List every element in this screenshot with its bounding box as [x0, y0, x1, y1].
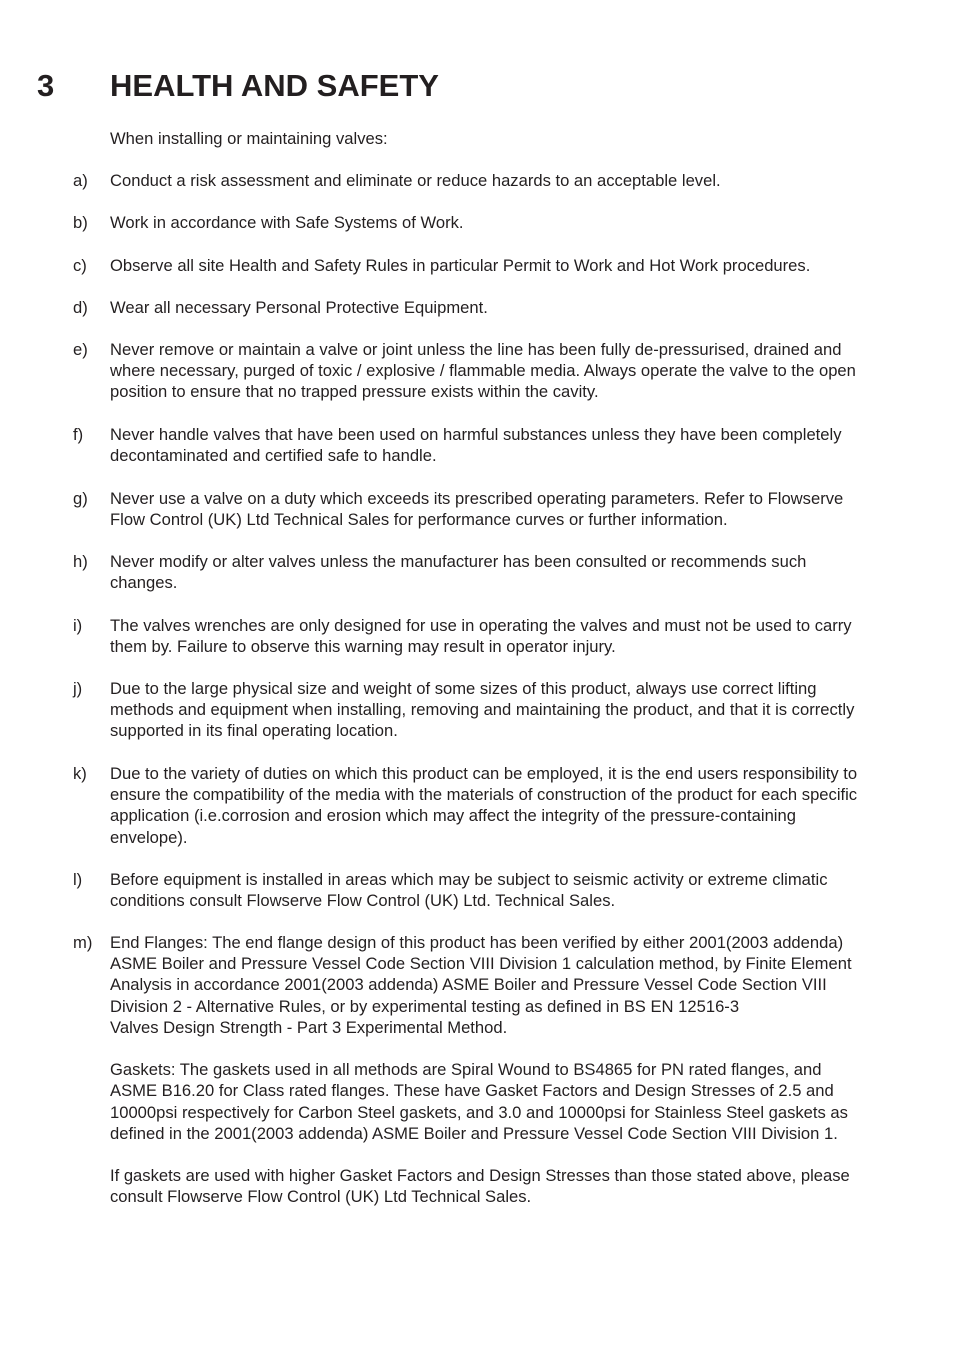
list-item-marker: c)	[73, 256, 87, 275]
text-line: Never modify or alter valves unless the manufacturer has been consulted or recommends such	[110, 552, 807, 571]
text-line: If gaskets are used with higher Gasket Factors and Design Stresses than those stated above, please	[110, 1166, 850, 1186]
text-line: End Flanges: The end flange design of this product has been verified by either 2001(2003 addenda)	[110, 933, 844, 952]
text-line: Never handle valves that have been used on harmful substances unless they have been completely	[110, 425, 842, 444]
text-line: Never remove or maintain a valve or joint unless the line has been fully de-pressurised, drained and	[110, 340, 842, 359]
text-line: 10000psi respectively for Carbon Steel gaskets, and 3.0 and 10000psi for Stainless Steel gaskets as	[110, 1102, 848, 1122]
section-heading	[37, 64, 917, 108]
list-item-body	[110, 763, 918, 848]
text-line: Before equipment is installed in areas which may be subject to seismic activity or extreme climatic	[110, 870, 828, 889]
text-line: application (i.e.corrosion and erosion which may affect the integrity of the pressure-containing	[110, 806, 796, 826]
list-item-paragraph	[110, 551, 918, 593]
list-item-body	[110, 551, 918, 593]
intro-text: When installing or maintaining valves:	[110, 129, 388, 148]
list-item-marker: d)	[73, 298, 88, 317]
text-line: consult Flowserve Flow Control (UK) Ltd Technical Sales.	[110, 1187, 532, 1207]
list-item-marker: k)	[73, 764, 87, 783]
list-item-paragraph	[110, 1059, 918, 1144]
text-line: Gaskets: The gaskets used in all methods are Spiral Wound to BS4865 for PN rated flanges, and	[110, 1060, 822, 1080]
text-line: Never use a valve on a duty which exceeds its prescribed operating parameters. Refer to Flowserve	[110, 489, 844, 508]
list-item-body	[110, 424, 918, 466]
list-item-marker: h)	[73, 552, 88, 571]
text-line: position to ensure that no trapped pressure exists within the cavity.	[110, 382, 599, 402]
text-line: ensure the compatibility of the media with the materials of construction of the product for each specific	[110, 785, 858, 805]
list-item-marker: g)	[73, 489, 88, 508]
text-line: ASME B16.20 for Class rated flanges. These have Gasket Factors and Design Stresses of 2.5 and	[110, 1081, 834, 1101]
list-item-body	[110, 339, 918, 403]
text-line: Division 2 - Alternative Rules, or by experimental testing as defined in BS EN 12516-3	[110, 996, 740, 1016]
list-item-paragraph	[110, 255, 918, 276]
list-item-body	[110, 869, 918, 911]
list-item-paragraph	[110, 170, 918, 191]
list-item-paragraph	[110, 488, 918, 530]
text-line: Due to the large physical size and weight of some sizes of this product, always use correct lifting	[110, 679, 817, 698]
text-line: decontaminated and certified safe to handle.	[110, 446, 437, 466]
list-item-body	[110, 297, 918, 318]
text-line: changes.	[110, 573, 178, 593]
list-item-body	[110, 488, 918, 530]
list-item-paragraph	[110, 932, 918, 1038]
list-item-body	[110, 212, 918, 233]
list-item-paragraph	[110, 869, 918, 911]
text-line: Flow Control (UK) Ltd Technical Sales for performance curves or further information.	[110, 510, 728, 530]
list-item-paragraph	[110, 678, 918, 742]
text-line: The valves wrenches are only designed for use in operating the valves and must not be used to carry	[110, 616, 852, 635]
list-item-marker: f)	[73, 425, 84, 444]
list-item-body	[110, 615, 918, 657]
text-line: defined in the 2001(2003 addenda) ASME Boiler and Pressure Vessel Code Section VIII Division 1.	[110, 1123, 838, 1143]
list-item-marker: a)	[73, 171, 88, 190]
section-title: HEALTH AND SAFETY	[110, 68, 439, 103]
list-item-paragraph	[110, 763, 918, 848]
list-item-paragraph	[110, 615, 918, 657]
list-item-marker: i)	[73, 616, 83, 635]
text-line: Wear all necessary Personal Protective Equipment.	[110, 298, 488, 317]
list-item-paragraph	[110, 297, 918, 318]
list-item-paragraph	[110, 1165, 918, 1207]
text-line: conditions consult Flowserve Flow Control (UK) Ltd. Technical Sales.	[110, 891, 616, 911]
text-line: ASME Boiler and Pressure Vessel Code Section VIII Division 1 calculation method, by Finite Element	[110, 954, 852, 974]
text-line: Due to the variety of duties on which this product can be employed, it is the end users responsibility to	[110, 764, 858, 783]
list-item-paragraph	[110, 339, 918, 403]
text-line: them by. Failure to observe this warning may result in operator injury.	[110, 637, 616, 657]
text-line: envelope).	[110, 827, 188, 847]
list-item-marker: j)	[73, 679, 83, 698]
text-line: Work in accordance with Safe Systems of Work.	[110, 213, 464, 232]
list-item-paragraph	[110, 424, 918, 466]
section-number: 3	[37, 68, 55, 103]
list-item-marker: e)	[73, 340, 88, 359]
list-item-body	[110, 932, 918, 1208]
text-line: supported in its final operating location.	[110, 721, 398, 741]
text-line: Valves Design Strength - Part 3 Experimental Method.	[110, 1017, 508, 1037]
list-item-body	[110, 170, 918, 191]
text-line: Conduct a risk assessment and eliminate or reduce hazards to an acceptable level.	[110, 171, 721, 190]
list-item-body	[110, 255, 918, 276]
text-line: where necessary, purged of toxic / explosive / flammable media. Always operate the valve to the open	[110, 361, 856, 381]
list-item-marker: b)	[73, 213, 88, 232]
list-item-paragraph	[110, 212, 918, 233]
list-item-body	[110, 678, 918, 742]
list-item-marker: l)	[73, 870, 83, 889]
text-line: methods and equipment when installing, removing and maintaining the product, and that it is correctly	[110, 700, 855, 720]
text-line: Observe all site Health and Safety Rules in particular Permit to Work and Hot Work procedures.	[110, 256, 811, 275]
list-item-marker: m)	[73, 933, 93, 952]
text-line: Analysis in accordance 2001(2003 addenda) ASME Boiler and Pressure Vessel Code Section VIII	[110, 975, 827, 995]
